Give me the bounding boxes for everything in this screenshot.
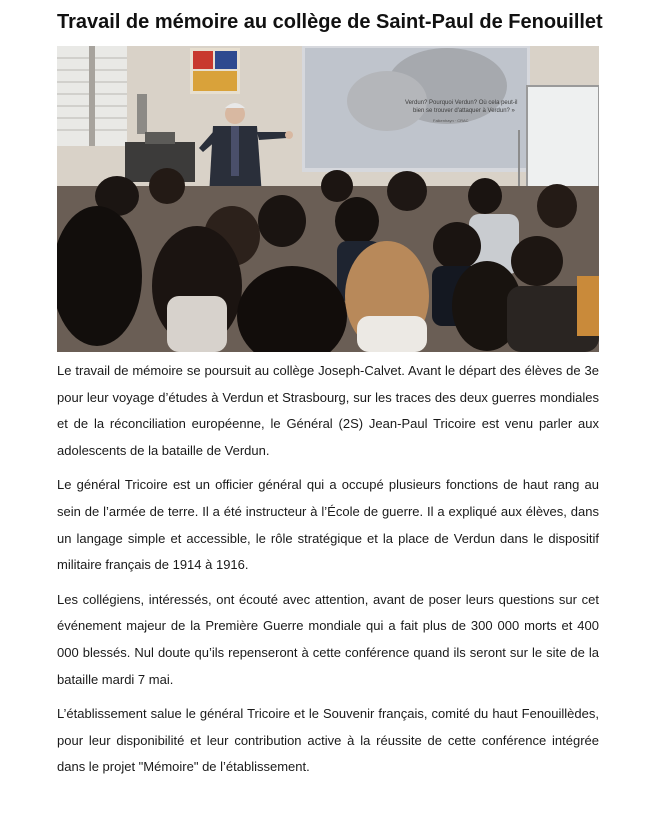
screen-text-1: Verdun? Pourquoi Verdun? Où cela peut-il (405, 100, 518, 106)
article-body (57, 358, 599, 789)
paragraph-2: Le général Tricoire est un officier général qui a occupé plusieurs fonctions de haut rang au sein de l’armée de terre. Il a été instructeur à l’École de guerre. Il a expliqué aux élèves, dans un langage simple et accessible, le rôle stratégique et la place de Verdun dans le dispositif militaire français de 1914 à 1916. (57, 477, 599, 573)
paragraph-3: Les collégiens, intéressés, ont écouté avec attention, avant de poser leurs questions sur cet événement majeur de la Première Guerre mondiale qui a fait plus de 300 000 morts et 400 000 blessés. Nul doute qu’ils repenseront à cette conférence quand ils seront sur le site de la bataille mardi 7 mai. (57, 591, 599, 687)
paragraph-1: Le travail de mémoire se poursuit au collège Joseph-Calvet. Avant le départ des élèves de 3e pour leur voyage d’études à Verdun et Strasbourg, sur les traces des deux guerres mondiales et de la réconciliation européenne, le Général (2S) Jean-Paul Tricoire est venu parler aux adolescents de la bataille de Verdun. (57, 363, 599, 458)
classroom-photo-illustration (57, 46, 599, 352)
article-title: Travail de mémoire au collège de Saint-Paul de Fenouillet (57, 11, 603, 33)
paragraph-4: L’établissement salue le général Tricoire et le Souvenir français, comité du haut Fenouillèdes, pour leur disponibilité et leur contribution active à la réussite de cette conférence intégrée dans le projet "Mémoire" de l’établissement. (57, 706, 599, 775)
screen-text-2: bien se trouver d'attaquer à Verdun? » (413, 108, 515, 114)
conference-photo (57, 46, 599, 352)
screen-text-3: Falkenhayn · CRAC (433, 118, 469, 123)
